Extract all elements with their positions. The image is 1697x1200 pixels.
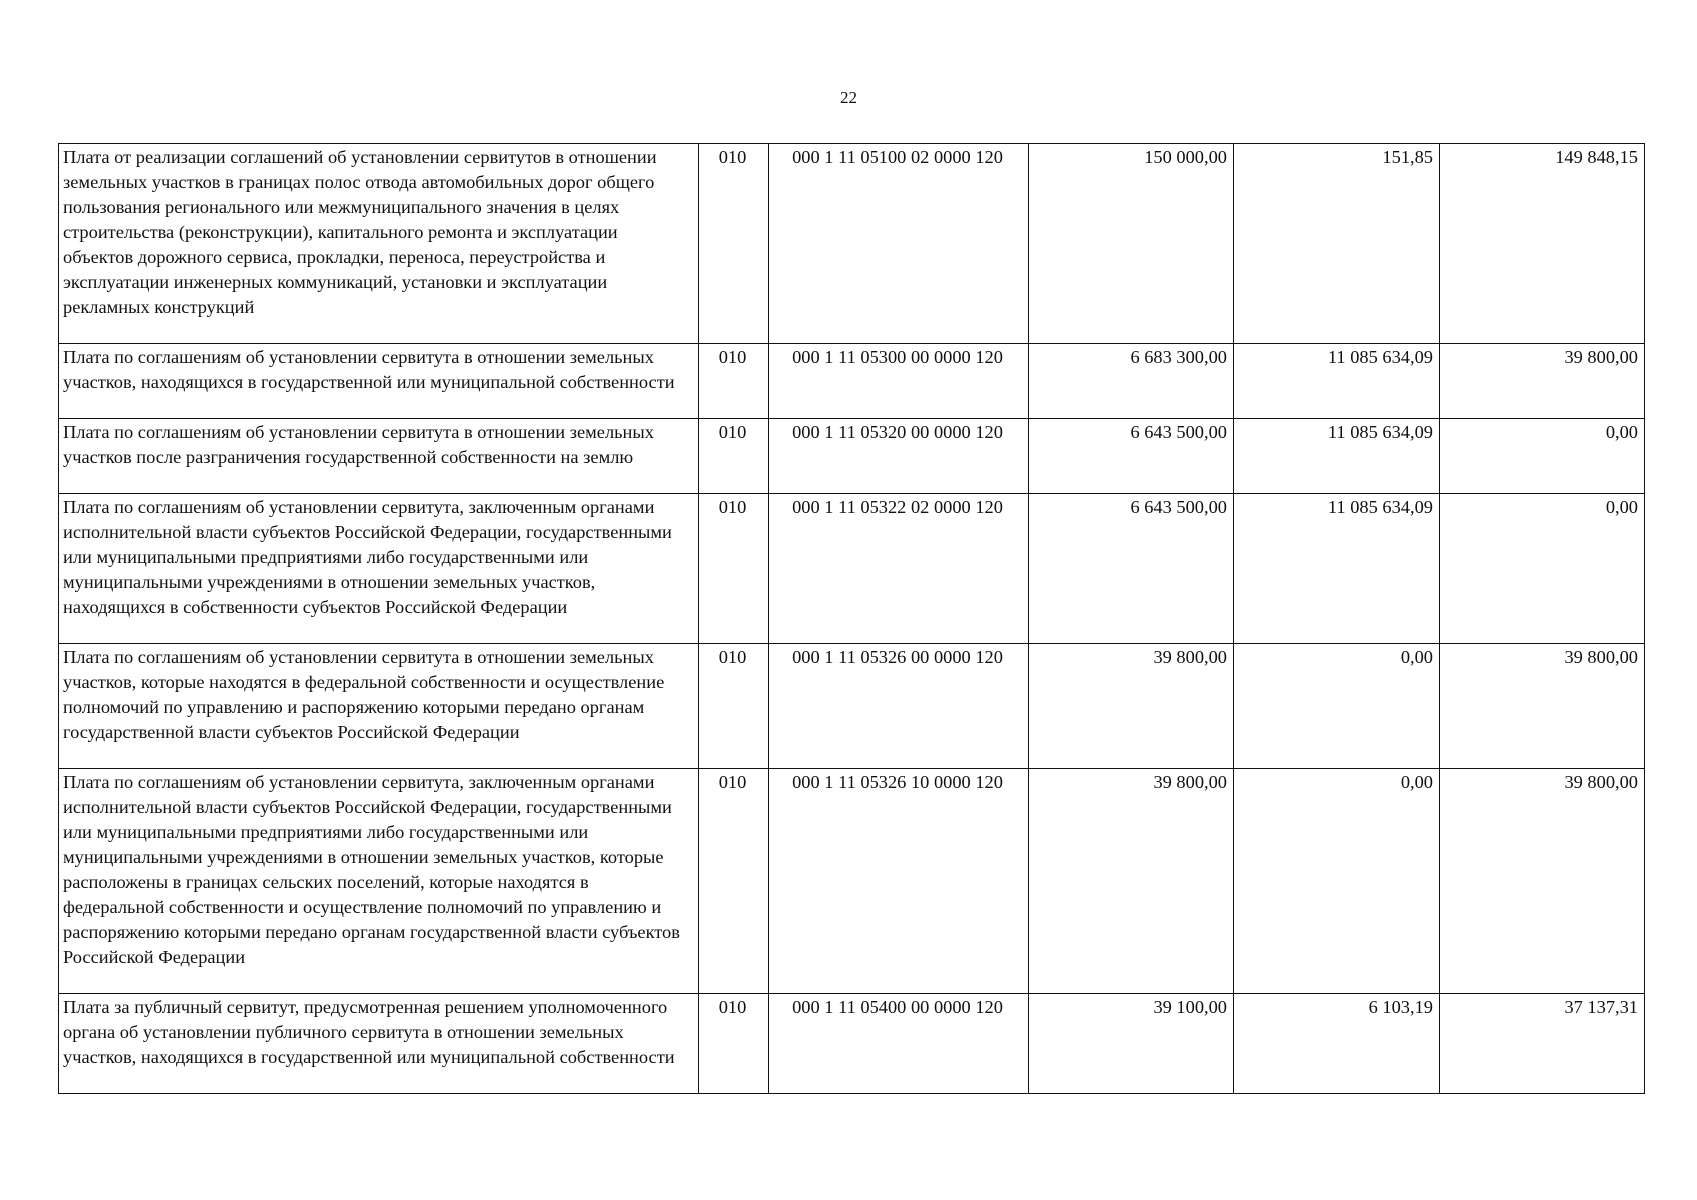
row-name-cell: Плата по соглашениям об установлении сервитута в отношении земельных участков после разграничения государственной собственности на землю [59, 419, 699, 494]
row-code-cell: 010 [699, 419, 769, 494]
row-planned-cell: 39 100,00 [1029, 994, 1234, 1094]
row-executed-cell: 11 085 634,09 [1234, 419, 1440, 494]
row-unexecuted-cell: 0,00 [1440, 494, 1645, 644]
row-name-cell: Плата по соглашениям об установлении сервитута в отношении земельных участков, которые находятся в федеральной собственности и осуществление полномочий по управлению и распоряжению которыми передано органам государственной власти субъектов Российской Федерации [59, 644, 699, 769]
row-executed-cell: 151,85 [1234, 144, 1440, 344]
table-row [59, 644, 1645, 769]
row-unexecuted-cell: 39 800,00 [1440, 344, 1645, 419]
row-code-cell: 010 [699, 144, 769, 344]
row-kbk-cell: 000 1 11 05400 00 0000 120 [769, 994, 1029, 1094]
row-name-cell: Плата по соглашениям об установлении сервитута, заключенным органами исполнительной власти субъектов Российской Федерации, государственными или муниципальными предприятиями либо государственными или муниципальными учреждениями в отношении земельных участков, находящихся в собственности субъектов Российской Федерации [59, 494, 699, 644]
row-kbk-cell: 000 1 11 05100 02 0000 120 [769, 144, 1029, 344]
row-code-cell: 010 [699, 644, 769, 769]
row-name-cell: Плата за публичный сервитут, предусмотренная решением уполномоченного органа об установлении публичного сервитута в отношении земельных участков, находящихся в государственной или муниципальной собственности [59, 994, 699, 1094]
row-kbk-cell: 000 1 11 05322 02 0000 120 [769, 494, 1029, 644]
table-row [59, 994, 1645, 1094]
row-planned-cell: 39 800,00 [1029, 769, 1234, 994]
row-name-cell: Плата по соглашениям об установлении сервитута, заключенным органами исполнительной власти субъектов Российской Федерации, государственными или муниципальными предприятиями либо государственными или муниципальными учреждениями в отношении земельных участков, которые расположены в границах сельских поселений, которые находятся в федеральной собственности и осуществление полномочий по управлению и распоряжению которыми передано органам государственной власти субъектов Российской Федерации [59, 769, 699, 994]
row-kbk-cell: 000 1 11 05300 00 0000 120 [769, 344, 1029, 419]
row-unexecuted-cell: 39 800,00 [1440, 769, 1645, 994]
row-planned-cell: 6 643 500,00 [1029, 494, 1234, 644]
row-unexecuted-cell: 149 848,15 [1440, 144, 1645, 344]
row-executed-cell: 11 085 634,09 [1234, 494, 1440, 644]
row-unexecuted-cell: 37 137,31 [1440, 994, 1645, 1094]
page-number: 22 [840, 88, 857, 107]
table-row [59, 344, 1645, 419]
row-unexecuted-cell: 0,00 [1440, 419, 1645, 494]
revenue-table [58, 143, 1645, 1094]
table-row [59, 144, 1645, 344]
row-executed-cell: 11 085 634,09 [1234, 344, 1440, 419]
row-planned-cell: 6 643 500,00 [1029, 419, 1234, 494]
table-row [59, 419, 1645, 494]
row-executed-cell: 0,00 [1234, 769, 1440, 994]
row-planned-cell: 150 000,00 [1029, 144, 1234, 344]
row-code-cell: 010 [699, 344, 769, 419]
row-name-cell: Плата по соглашениям об установлении сервитута в отношении земельных участков, находящихся в государственной или муниципальной собственности [59, 344, 699, 419]
row-planned-cell: 6 683 300,00 [1029, 344, 1234, 419]
row-kbk-cell: 000 1 11 05326 10 0000 120 [769, 769, 1029, 994]
row-kbk-cell: 000 1 11 05326 00 0000 120 [769, 644, 1029, 769]
table-row [59, 769, 1645, 994]
row-kbk-cell: 000 1 11 05320 00 0000 120 [769, 419, 1029, 494]
row-name-cell: Плата от реализации соглашений об установлении сервитутов в отношении земельных участков в границах полос отвода автомобильных дорог общего пользования регионального или межмуниципального значения в целях строительства (реконструкции), капитального ремонта и эксплуатации объектов дорожного сервиса, прокладки, переноса, переустройства и эксплуатации инженерных коммуникаций, установки и эксплуатации рекламных конструкций [59, 144, 699, 344]
row-executed-cell: 6 103,19 [1234, 994, 1440, 1094]
table-row [59, 494, 1645, 644]
row-code-cell: 010 [699, 994, 769, 1094]
row-executed-cell: 0,00 [1234, 644, 1440, 769]
row-planned-cell: 39 800,00 [1029, 644, 1234, 769]
row-code-cell: 010 [699, 494, 769, 644]
row-unexecuted-cell: 39 800,00 [1440, 644, 1645, 769]
row-code-cell: 010 [699, 769, 769, 994]
